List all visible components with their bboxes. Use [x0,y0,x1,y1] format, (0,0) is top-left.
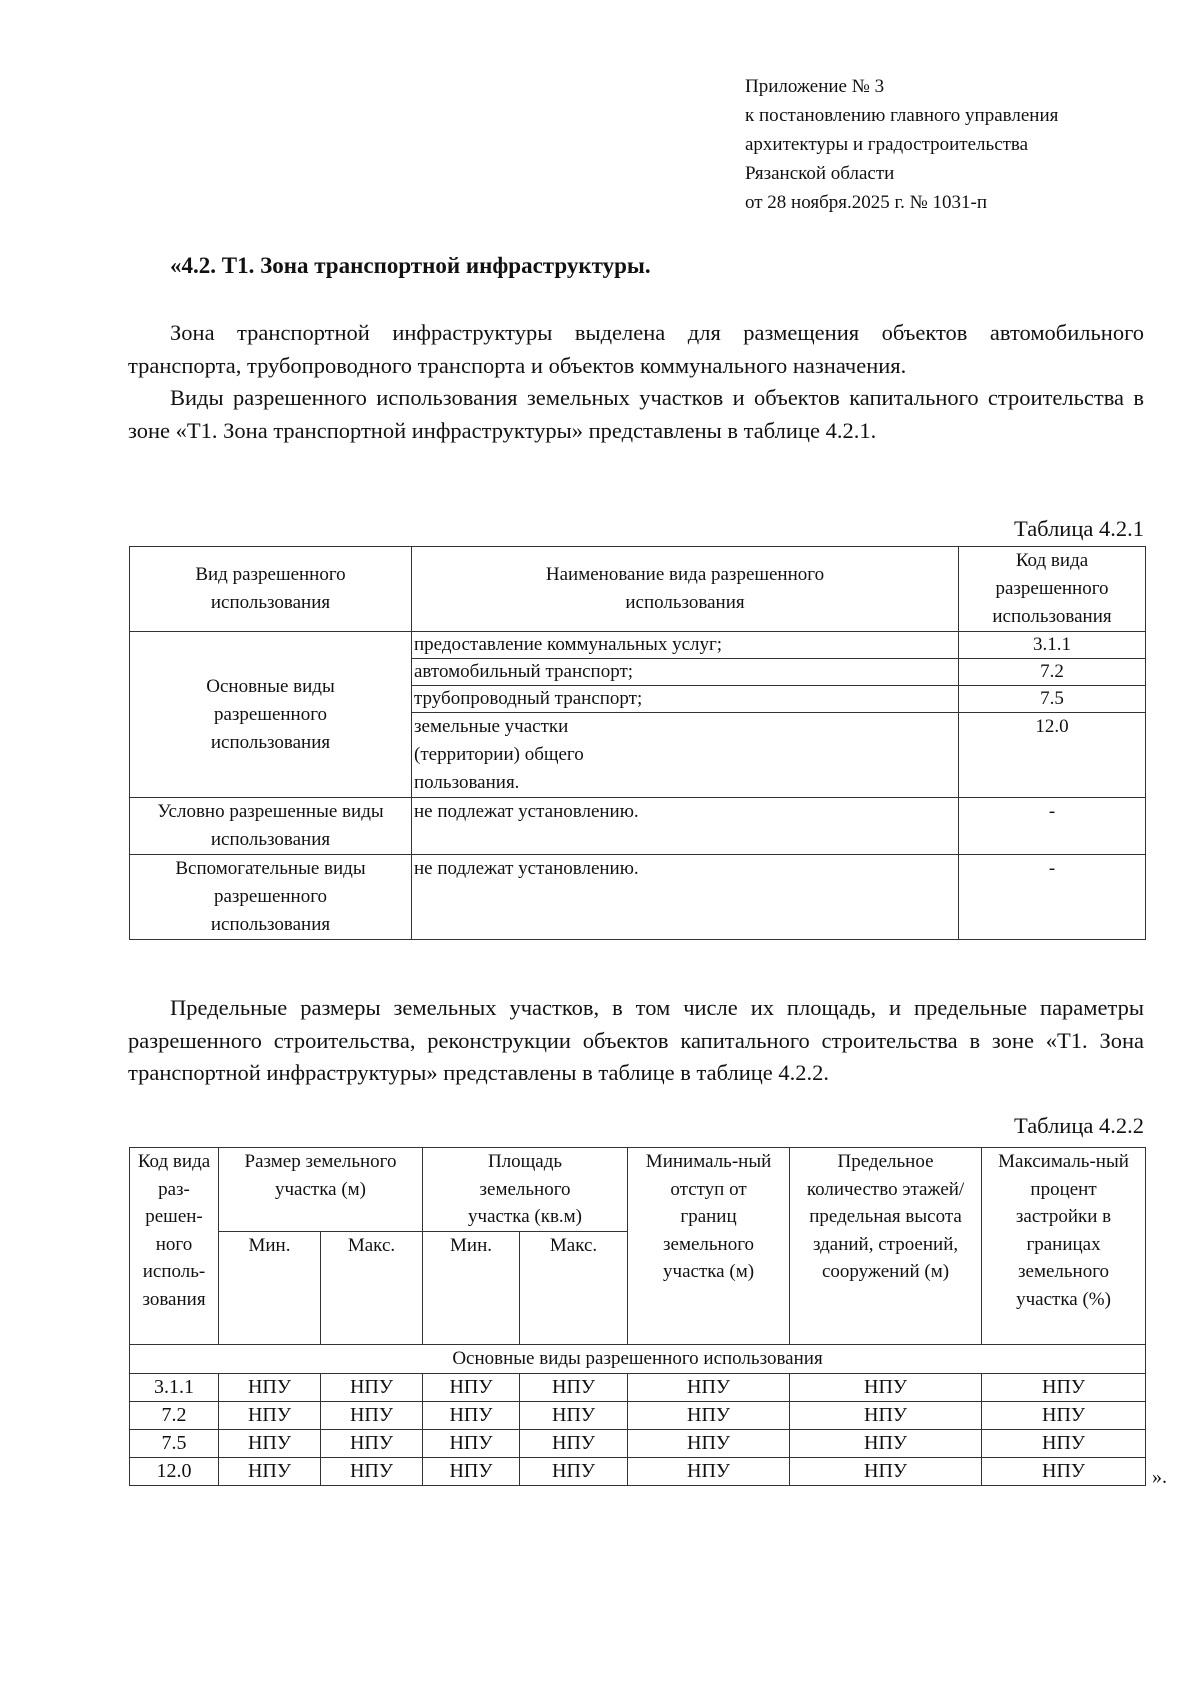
table-row [130,1430,1146,1458]
use-code-cell: - [959,855,1146,940]
value-cell: НПУ [628,1430,790,1458]
paragraph: Предельные размеры земельных участков, в том числе их площадь, и предельные параметры разрешенного строительства, реконструкции объектов капитального строительства в зоне «Т1. Зона транспортной инфраструктуры» представлены в таблице в таблице 4.2.2. [128,995,1144,1085]
permitted-use-table [129,546,1146,940]
code-cell: 12.0 [130,1458,219,1486]
appendix-line: к постановлению главного управления [745,105,1059,126]
table-row [130,1458,1146,1486]
use-code-cell: 7.2 [959,659,1146,686]
group-cell-auxiliary: Вспомогательные виды разрешенного использования [130,855,412,940]
use-code-cell: 12.0 [959,713,1146,798]
code-cell: 7.2 [130,1402,219,1430]
group-cell-conditional: Условно разрешенные виды использования [130,798,412,855]
table-header-row [130,547,1146,632]
table-caption: Таблица 4.2.2 [1014,1113,1144,1138]
value-cell: НПУ [423,1458,520,1486]
value-cell: НПУ [790,1430,982,1458]
value-cell: НПУ [321,1458,423,1486]
header-cell: Наименование вида разрешенного использования [412,547,959,632]
table-row [130,855,1146,940]
header-cell: Код вида раз-решен-ного исполь-зования [130,1148,219,1345]
header-cell: Мин. [219,1231,321,1345]
code-cell: 7.5 [130,1430,219,1458]
header-cell: Максималь-ный процент застройки в границах земельного участка (%) [982,1148,1146,1345]
paragraph: Зона транспортной инфраструктуры выделена для размещения объектов автомобильного транспорта, трубопроводного транспорта и объектов коммунального назначения. [128,320,1144,378]
use-name-cell: автомобильный транспорт; [412,659,959,686]
value-cell: НПУ [982,1430,1146,1458]
intro-text [128,317,1144,447]
header-cell: Предельное количество этажей/ предельная высота зданий, строений, сооружений (м) [790,1148,982,1345]
code-cell: 3.1.1 [130,1374,219,1402]
value-cell: НПУ [423,1402,520,1430]
group-cell-main: Основные виды разрешенного использования [130,632,412,798]
table-row [130,1402,1146,1430]
use-name-cell: земельные участки (территории) общего пользования. [412,713,959,798]
value-cell: НПУ [520,1430,628,1458]
header-cell: Минималь-ный отступ от границ земельного участка (м) [628,1148,790,1345]
value-cell: НПУ [628,1458,790,1486]
value-cell: НПУ [219,1458,321,1486]
value-cell: НПУ [982,1374,1146,1402]
use-name-cell: предоставление коммунальных услуг; [412,632,959,659]
table-caption: Таблица 4.2.1 [1014,516,1144,541]
value-cell: НПУ [219,1430,321,1458]
value-cell: НПУ [520,1374,628,1402]
value-cell: НПУ [321,1430,423,1458]
value-cell: НПУ [423,1430,520,1458]
appendix-block [745,72,1058,217]
header-cell: Мин. [423,1231,520,1345]
value-cell: НПУ [628,1374,790,1402]
value-cell: НПУ [423,1374,520,1402]
header-cell: Код вида разрешенного использования [959,547,1146,632]
use-code-cell: - [959,798,1146,855]
limits-text [128,992,1144,1090]
header-cell: Площадь земельного участка (кв.м) [423,1148,628,1232]
use-code-cell: 7.5 [959,686,1146,713]
limits-table [129,1147,1146,1486]
use-name-cell: не подлежат установлению. [412,798,959,855]
table-row [130,1374,1146,1402]
appendix-line: Приложение № 3 [745,76,885,97]
table-row [130,632,1146,659]
use-name-cell: не подлежат установлению. [412,855,959,940]
value-cell: НПУ [790,1374,982,1402]
use-name-cell: трубопроводный транспорт; [412,686,959,713]
section-title: «4.2. Т1. Зона транспортной инфраструктуры. [170,253,651,278]
use-code-cell: 3.1.1 [959,632,1146,659]
value-cell: НПУ [628,1402,790,1430]
value-cell: НПУ [321,1374,423,1402]
header-cell: Вид разрешенного использования [130,547,412,632]
value-cell: НПУ [520,1458,628,1486]
value-cell: НПУ [520,1402,628,1430]
closing-quote: ». [1152,1466,1167,1488]
value-cell: НПУ [790,1402,982,1430]
value-cell: НПУ [321,1402,423,1430]
section-label: Основные виды разрешенного использования [130,1345,1146,1374]
header-cell: Размер земельного участка (м) [219,1148,423,1232]
header-cell: Макс. [520,1231,628,1345]
value-cell: НПУ [982,1458,1146,1486]
value-cell: НПУ [790,1458,982,1486]
table-header-row [130,1148,1146,1232]
header-cell: Макс. [321,1231,423,1345]
value-cell: НПУ [982,1402,1146,1430]
value-cell: НПУ [219,1374,321,1402]
appendix-line: Рязанской области [745,163,895,184]
value-cell: НПУ [219,1402,321,1430]
paragraph: Виды разрешенного использования земельных участков и объектов капитального строительства в зоне «Т1. Зона транспортной инфраструктуры» представлены в таблице 4.2.1. [128,385,1144,443]
appendix-line: от 28 ноября.2025 г. № 1031-п [745,192,988,213]
appendix-line: архитектуры и градостроительства [745,134,1029,155]
section-row [130,1345,1146,1374]
table-row [130,798,1146,855]
